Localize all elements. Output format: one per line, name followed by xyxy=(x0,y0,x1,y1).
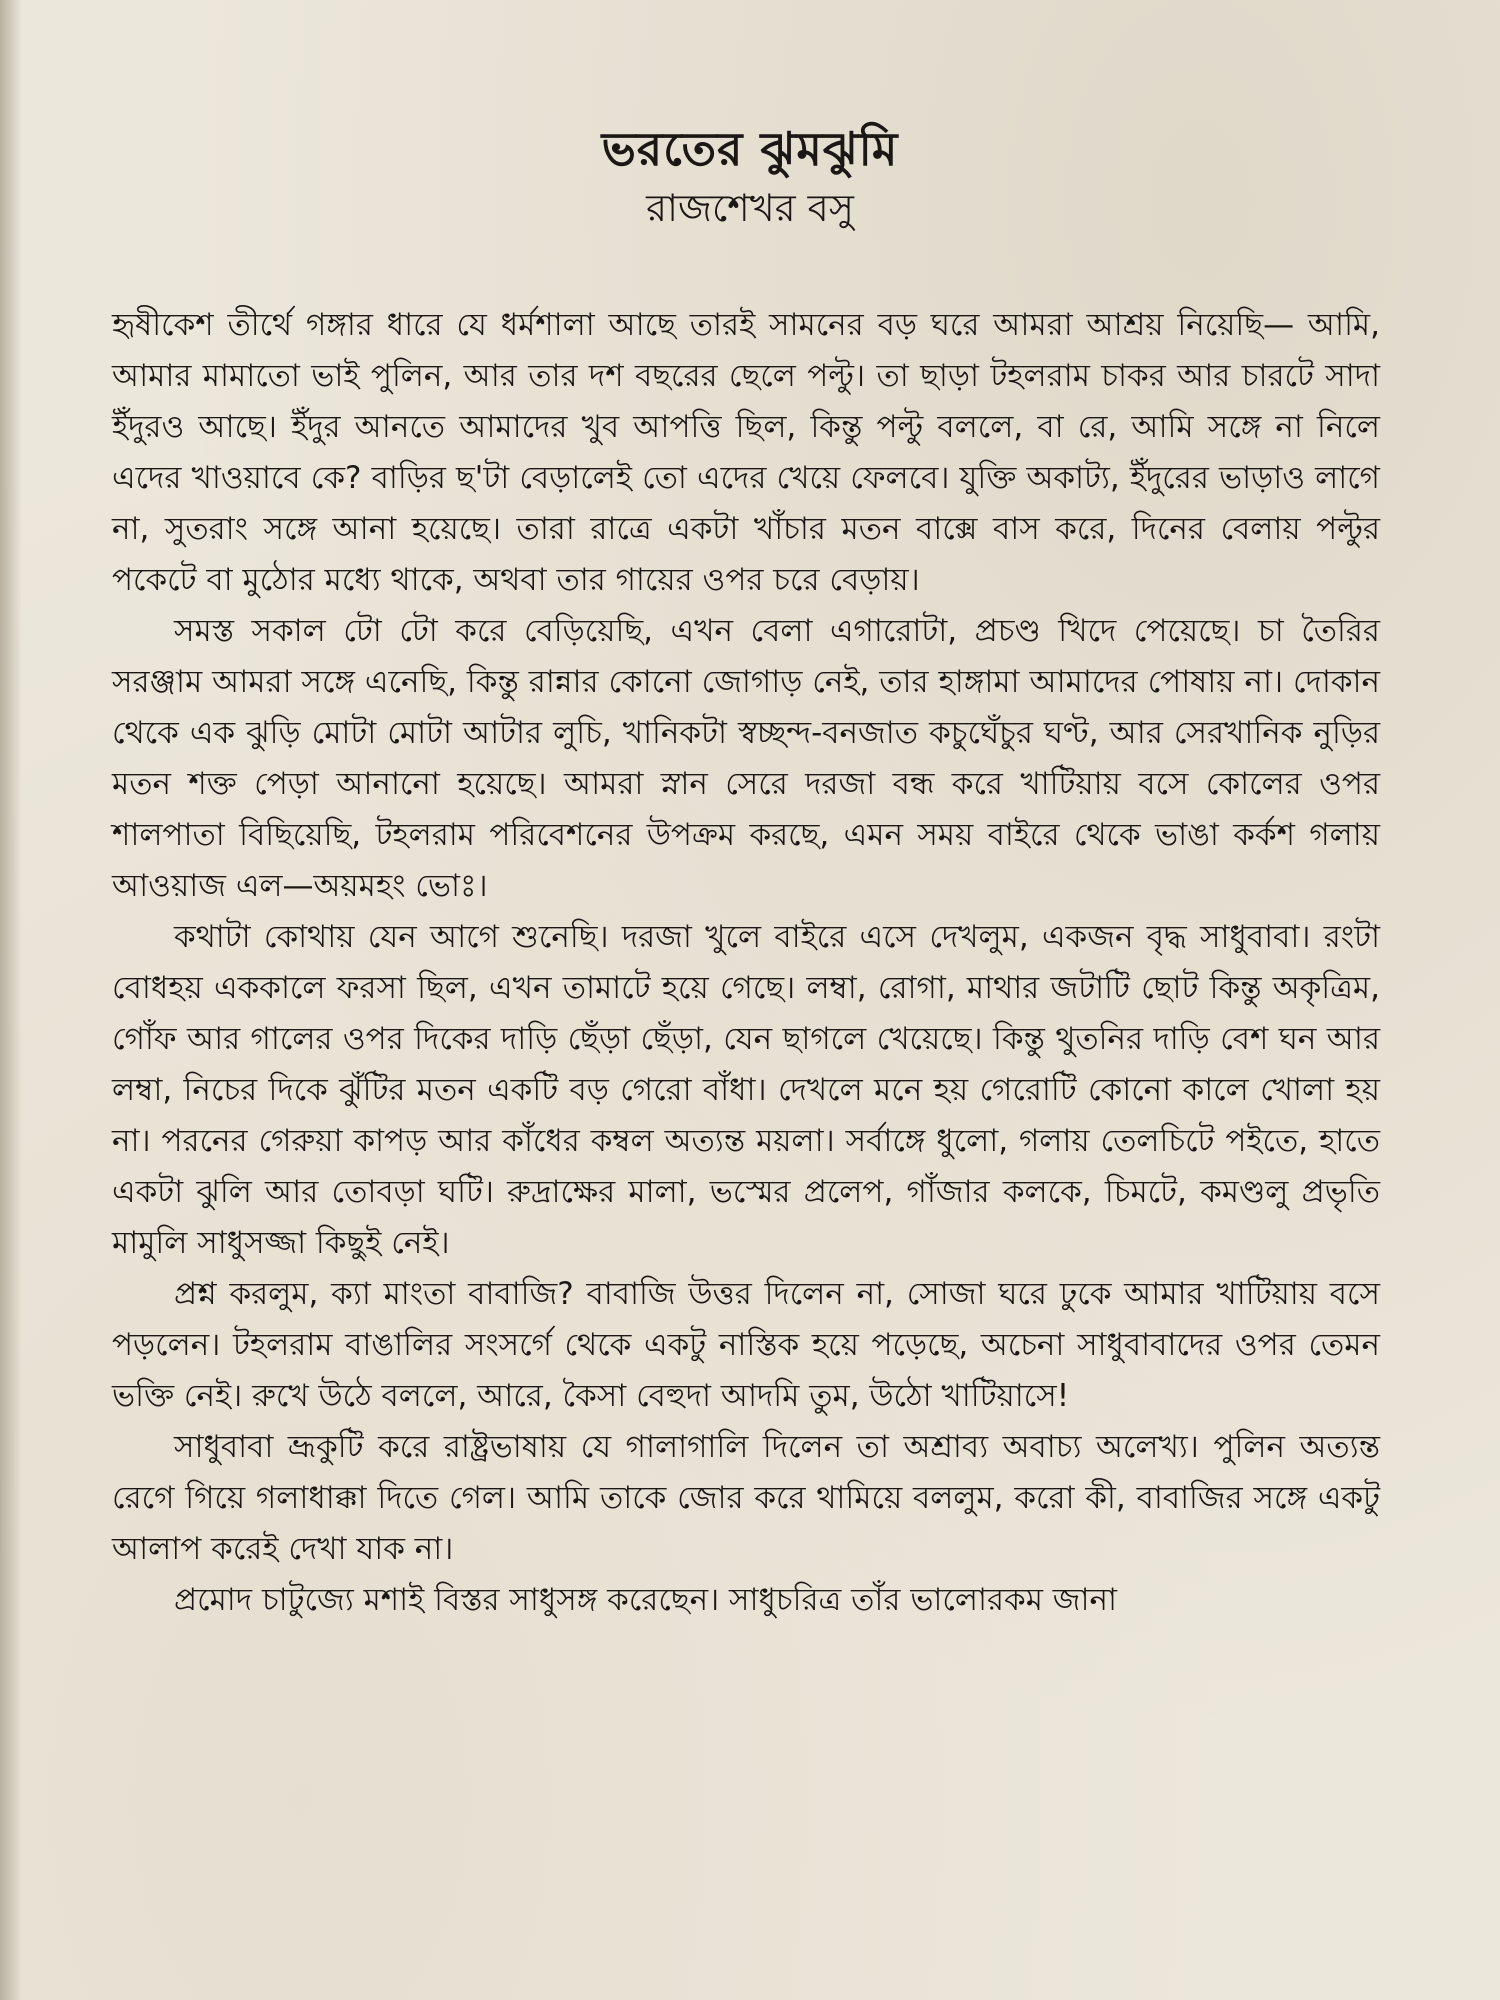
story-title: ভরতের ঝুমঝুমি xyxy=(601,122,899,176)
paragraph: প্রমোদ চাটুজ্যে মশাই বিস্তর সাধুসঙ্গ করেছেন। সাধুচরিত্র তাঁর ভালোরকম জানা xyxy=(174,1582,1117,1618)
paragraph: হৃষীকেশ তীর্থে গঙ্গার ধারে যে ধর্মশালা আছে তারই সামনের বড় ঘরে আমরা আশ্রয় নিয়েছি— আমি, আমার মামাতো ভাই পুলিন, আর তার দশ বছরের ছেলে পল্টু। তা ছাড়া টহলরাম চাকর আর চারটে সাদা ইঁদুরও আছে। ইঁদুর আনতে আমাদের খুব আপত্তি ছিল, কিন্তু পল্টু বললে, বা রে, আমি সঙ্গে না নিলে এদের খাওয়াবে কে? বাড়ির ছ'টা বেড়ালেই তো এদের খেয়ে ফেলবে। যুক্তি অকাট্য, ইঁদুরের ভাড়াও লাগে না, সুতরাং সঙ্গে আনা হয়েছে। তারা রাত্রে একটা খাঁচার মতন বাক্সে বাস করে, দিনের বেলায় পল্টুর পকেটে বা মুঠোর মধ্যে থাকে, অথবা তার গায়ের ওপর চরে বেড়ায়। xyxy=(112,307,1381,598)
story-header xyxy=(0,118,1500,236)
paragraph: কথাটা কোথায় যেন আগে শুনেছি। দরজা খুলে বাইরে এসে দেখলুম, একজন বৃদ্ধ সাধুবাবা। রংটা বোধহয় এককালে ফরসা ছিল, এখন তামাটে হয়ে গেছে। লম্বা, রোগা, মাথার জটাটি ছোট কিন্তু অকৃত্রিম, গোঁফ আর গালের ওপর দিকের দাড়ি ছেঁড়া ছেঁড়া, যেন ছাগলে খেয়েছে। কিন্তু থুতনির দাড়ি বেশ ঘন আর লম্বা, নিচের দিকে ঝুঁটির মতন একটি বড় গেরো বাঁধা। দেখলে মনে হয় গেরোটি কোনো কালে খোলা হয় না। পরনের গেরুয়া কাপড় আর কাঁধের কম্বল অত্যন্ত ময়লা। সর্বাঙ্গে ধুলো, গলায় তেলচিটে পইতে, হাতে একটা ঝুলি আর তোবড়া ঘটি। রুদ্রাক্ষের মালা, ভস্মের প্রলেপ, গাঁজার কলকে, চিমটে, কমণ্ডলু প্রভৃতি মামুলি সাধুসজ্জা কিছুই নেই। xyxy=(112,919,1380,1261)
paragraph: সাধুবাবা ভ্রূকুটি করে রাষ্ট্রভাষায় যে গালাগালি দিলেন তা অশ্রাব্য অবাচ্য অলেখ্য। পুলিন অত্যন্ত রেগে গিয়ে গলাধাক্কা দিতে গেল। আমি তাকে জোর করে থামিয়ে বললুম, করো কী, বাবাজির সঙ্গে একটু আলাপ করেই দেখা যাক না। xyxy=(112,1429,1380,1567)
story-author: রাজশেখর বসু xyxy=(646,186,854,230)
paragraph: সমস্ত সকাল টো টো করে বেড়িয়েছি, এখন বেলা এগারোটা, প্রচণ্ড খিদে পেয়েছে। চা তৈরির সরঞ্জাম আমরা সঙ্গে এনেছি, কিন্তু রান্নার কোনো জোগাড় নেই, তার হাঙ্গামা আমাদের পোষায় না। দোকান থেকে এক ঝুড়ি মোটা মোটা আটার লুচি, খানিকটা স্বচ্ছন্দ-বনজাত কচুঘেঁচুর ঘণ্ট, আর সেরখানিক নুড়ির মতন শক্ত পেড়া আনানো হয়েছে। আমরা স্নান সেরে দরজা বন্ধ করে খাটিয়ায় বসে কোলের ওপর শালপাতা বিছিয়েছি, টহলরাম পরিবেশনের উপক্রম করছে, এমন সময় বাইরে থেকে ভাঙা কর্কশ গলায় আওয়াজ এল—অয়মহং ভোঃ। xyxy=(112,613,1380,904)
story-body xyxy=(112,300,1380,1626)
paragraph: প্রশ্ন করলুম, ক্যা মাংতা বাবাজি? বাবাজি উত্তর দিলেন না, সোজা ঘরে ঢুকে আমার খাটিয়ায় বসে পড়লেন। টহলরাম বাঙালির সংসর্গে থেকে একটু নাস্তিক হয়ে পড়েছে, অচেনা সাধুবাবাদের ওপর তেমন ভক্তি নেই। রুখে উঠে বললে, আরে, কৈসা বেহুদা আদমি তুম, উঠো খাটিয়াসে! xyxy=(112,1276,1380,1414)
page-gutter-shadow xyxy=(0,0,22,2000)
